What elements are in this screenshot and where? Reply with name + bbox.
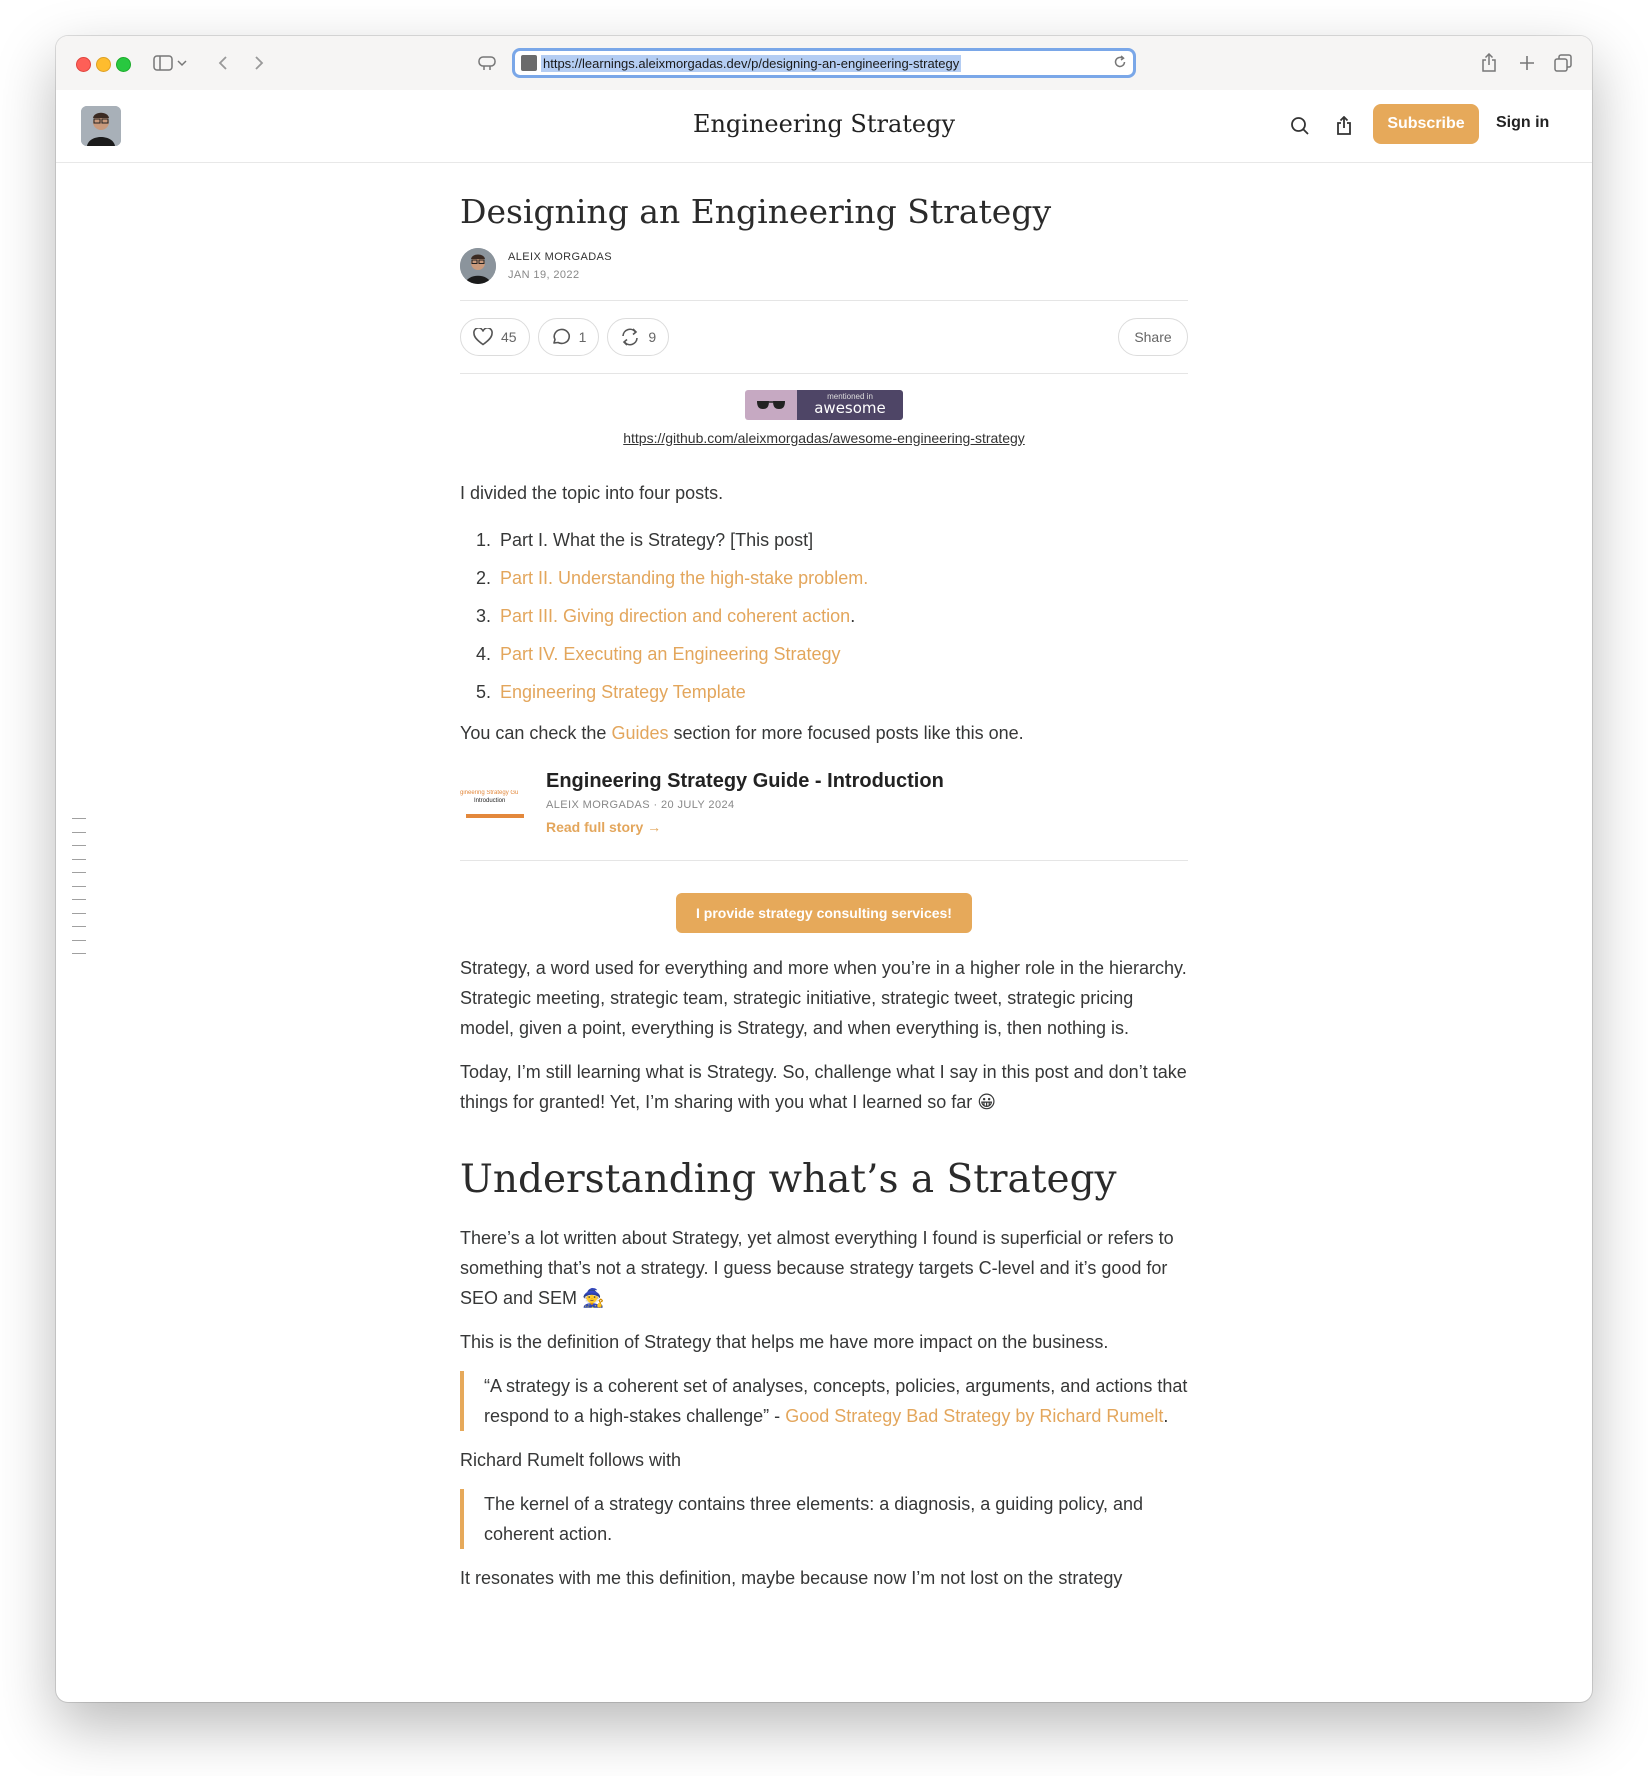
- avatar[interactable]: [460, 248, 496, 284]
- list-item: [496, 566, 1188, 590]
- part-1-text: Part I. What the is Strategy? [This post]: [500, 529, 814, 550]
- guides-paragraph: [460, 718, 1188, 748]
- reload-icon[interactable]: [1113, 55, 1127, 74]
- paragraph-still-learning: Today, I’m still learning what is Strategy. So, challenge what I say in this post and don’t take things for granted! Yet, I’m sharing with you what I learned so far 😀: [460, 1061, 1187, 1112]
- part-4-link[interactable]: Part IV. Executing an Engineering Strategy: [500, 643, 841, 664]
- search-icon[interactable]: [1286, 112, 1314, 140]
- list-item: [496, 528, 1188, 552]
- reader-privacy-icon[interactable]: [474, 50, 500, 76]
- table-of-contents-ticks[interactable]: [72, 818, 86, 967]
- post-date: JAN 19, 2022: [508, 268, 580, 281]
- github-link[interactable]: https://github.com/aleixmorgadas/awesome-engineering-strategy: [623, 429, 1025, 446]
- forward-icon[interactable]: [246, 50, 272, 76]
- new-tab-icon[interactable]: [1514, 50, 1540, 76]
- list-item: [496, 680, 1188, 704]
- part-3-link[interactable]: Part III. Giving direction and coherent action: [500, 605, 851, 626]
- back-icon[interactable]: [210, 50, 236, 76]
- list-item: [496, 642, 1188, 666]
- thumb-title: gineering Strategy Gu: [460, 789, 519, 796]
- like-button[interactable]: [460, 318, 530, 356]
- divider: [460, 373, 1188, 374]
- site-title[interactable]: Engineering Strategy: [692, 110, 956, 138]
- url-text[interactable]: https://learnings.aleixmorgadas.dev/p/designing-an-engineering-strategy: [543, 55, 960, 71]
- post-actions: [460, 301, 1188, 373]
- guides-text-before: You can check the: [460, 722, 612, 743]
- address-bar[interactable]: [512, 48, 1136, 78]
- heart-icon: [473, 328, 493, 346]
- site-header: [56, 90, 1592, 163]
- paragraph-written-about: There’s a lot written about Strategy, yet almost everything I found is superficial or refers to something that’s not a strategy. I guess because strategy targets C-level and it’s good for SEO and SEM 🧙: [460, 1228, 1174, 1309]
- post-title: Designing an Engineering Strategy: [460, 192, 1052, 231]
- guides-link[interactable]: Guides: [611, 722, 669, 743]
- like-count: 45: [501, 328, 517, 345]
- paragraph-definition: This is the definition of Strategy that helps me have more impact on the business.: [460, 1332, 1109, 1353]
- restack-count: 9: [648, 328, 657, 345]
- comment-button[interactable]: [538, 318, 600, 356]
- browser-window: [56, 36, 1592, 1702]
- restack-icon: [620, 328, 640, 346]
- sign-in-button[interactable]: Sign in: [1496, 114, 1550, 131]
- restack-button[interactable]: [607, 318, 669, 356]
- close-window-button[interactable]: [76, 57, 91, 72]
- embedded-post-card[interactable]: [460, 768, 1188, 840]
- sidebar-toggle-icon[interactable]: [150, 50, 176, 76]
- part-3-suffix: .: [850, 605, 856, 626]
- minimize-window-button[interactable]: [96, 57, 111, 72]
- paragraph-rumelt-follows: Richard Rumelt follows with: [460, 1450, 682, 1471]
- part-2-link[interactable]: Part II. Understanding the high-stake problem.: [500, 567, 869, 588]
- tab-overview-icon[interactable]: [1550, 50, 1576, 76]
- consulting-cta-button[interactable]: I provide strategy consulting services!: [676, 893, 972, 933]
- comment-count: 1: [578, 328, 587, 345]
- article: [460, 162, 1188, 1593]
- guides-text-after: section for more focused posts like this one.: [668, 722, 1024, 743]
- series-list: [460, 528, 1188, 704]
- site-favicon: [521, 55, 537, 71]
- chevron-down-icon[interactable]: [174, 50, 190, 76]
- zoom-window-button[interactable]: [116, 57, 131, 72]
- byline: [460, 248, 1188, 284]
- embed-thumbnail: [460, 786, 528, 826]
- list-item: [496, 604, 1188, 628]
- share-icon[interactable]: [1476, 50, 1502, 76]
- quote-end: .: [1163, 1406, 1169, 1427]
- author-name[interactable]: ALEIX MORGADAS: [508, 250, 613, 263]
- thumb-bar: [466, 814, 524, 818]
- book-link[interactable]: Good Strategy Bad Strategy by Richard Rumelt: [785, 1406, 1164, 1427]
- quote-kernel: The kernel of a strategy contains three elements: a diagnosis, a guiding policy, and coherent action.: [460, 1489, 1188, 1549]
- section-heading: Understanding what’s a Strategy: [460, 1156, 1117, 1202]
- paragraph-resonates: It resonates with me this definition, maybe because now I’m not lost on the strategy: [460, 1568, 1123, 1589]
- comment-icon: [551, 328, 571, 346]
- arrow-right-icon: →: [647, 818, 662, 835]
- read-full-story-label: Read full story: [546, 818, 644, 835]
- quote-text: “A strategy is a coherent set of analyses, concepts, policies, arguments, and actions that respond to a high-stakes challenge” -: [484, 1376, 1188, 1427]
- badge-caption: mentioned in: [827, 392, 873, 402]
- awesome-badge[interactable]: [745, 390, 903, 420]
- divider: [460, 860, 1188, 861]
- thumb-subtitle: Introduction: [474, 797, 506, 804]
- paragraph-strategy-word: Strategy, a word used for everything and more when you’re in a higher role in the hierarchy. Strategic meeting, strategic team, strategic initiative, strategic tweet, strategic pricing model, given a point, everything is Strategy, and when everything is, then nothing is.: [460, 957, 1187, 1038]
- share-page-icon[interactable]: [1330, 112, 1358, 140]
- template-link[interactable]: Engineering Strategy Template: [500, 681, 746, 702]
- embed-title[interactable]: Engineering Strategy Guide - Introduction: [546, 769, 944, 792]
- subscribe-button[interactable]: Subscribe: [1373, 104, 1479, 144]
- share-button[interactable]: Share: [1118, 318, 1188, 356]
- sunglasses-icon: [745, 390, 797, 420]
- embed-meta: ALEIX MORGADAS · 20 JULY 2024: [546, 798, 735, 811]
- quote-rumelt: [460, 1371, 1188, 1431]
- intro-paragraph: I divided the topic into four posts.: [460, 482, 724, 503]
- browser-toolbar: [56, 36, 1592, 91]
- read-full-story-link[interactable]: [546, 819, 944, 835]
- badge-label: awesome: [814, 399, 886, 418]
